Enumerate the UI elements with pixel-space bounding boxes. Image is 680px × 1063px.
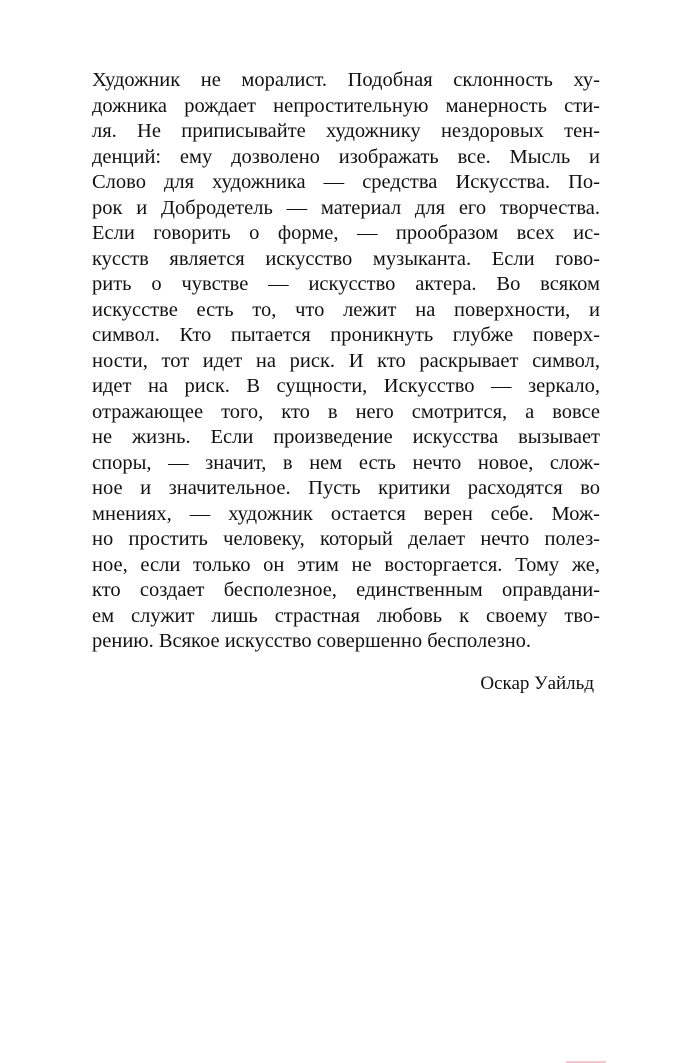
preface-line: Если говорить о форме, — прообразом всех ис- <box>92 222 600 244</box>
preface-line: идет на риск. В сущности, Искусство — зеркало, <box>92 375 600 397</box>
preface-line: ем служит лишь страстная любовь к своему тво- <box>92 604 600 627</box>
preface-line: Слово для художника — средства Искусства. По- <box>92 171 600 193</box>
preface-line: дожника рождает непростительную манерность сти- <box>92 94 600 117</box>
preface-line: рить о чувстве — искусство актера. Во всяком <box>92 273 600 295</box>
preface-line: споры, — значит, в нем есть нечто новое, слож- <box>92 451 600 474</box>
preface-line: рок и Добродетель — материал для его творчества. <box>92 196 600 219</box>
preface-line: ля. Не приписывайте художнику нездоровых тен- <box>92 120 600 142</box>
preface-line: не жизнь. Если произведение искусства вызывает <box>92 426 600 448</box>
preface-line: кто создает бесполезное, единственным оправдани- <box>92 579 600 601</box>
preface-line: рению. Всякое искусство совершенно бесполезно. <box>92 630 532 652</box>
preface-line: мнениях, — художник остается верен себе. Мож- <box>92 502 600 525</box>
preface-line: ное, если только он этим не восторгается. Тому же, <box>92 553 600 576</box>
preface-text <box>92 68 600 655</box>
preface-line: но простить человеку, который делает нечто полез- <box>92 528 600 550</box>
preface-line: ное и значительное. Пусть критики расходятся во <box>92 477 600 499</box>
preface-line: искусстве есть то, что лежит на поверхности, и <box>92 298 600 321</box>
author-signature: Оскар Уайльд <box>480 673 594 694</box>
preface-line: денций: ему дозволено изображать все. Мысль и <box>92 145 600 168</box>
preface-line: отражающее того, кто в него смотрится, а вовсе <box>92 400 600 423</box>
preface-line: символ. Кто пытается проникнуть глубже поверх- <box>92 324 600 346</box>
preface-line: Художник не моралист. Подобная склонность ху- <box>92 69 600 91</box>
preface-line: ности, тот идет на риск. И кто раскрывает символ, <box>92 349 600 372</box>
preface-line: кусств является искусство музыканта. Если гово- <box>92 247 600 270</box>
